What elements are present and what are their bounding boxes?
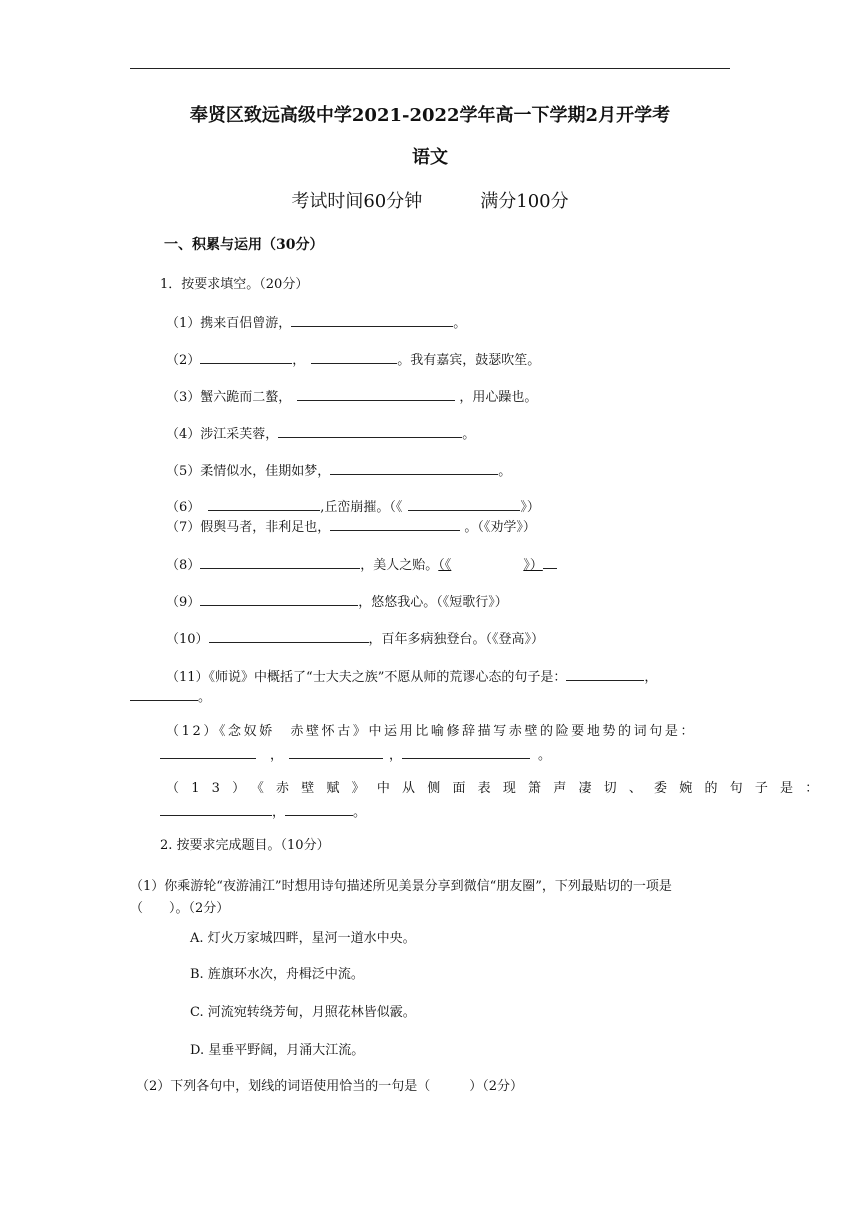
fill-item-1 <box>166 314 466 332</box>
fill-item-12: （12）《念奴娇 赤壁怀古》中运用比喻修辞描写赤壁的险要地势的词句是： <box>166 724 697 739</box>
item-text: （《 <box>438 558 452 573</box>
section-heading: 一、积累与运用（30分） <box>164 237 324 253</box>
fill-item-13-cont <box>130 803 366 821</box>
answer-blank[interactable] <box>160 746 256 759</box>
header-rule <box>130 68 730 69</box>
item-text: ， <box>644 670 658 685</box>
fill-item-7 <box>166 518 536 536</box>
fill-item-2 <box>166 351 540 369</box>
source-underline <box>438 558 543 573</box>
question-2-label: 2. 按要求完成题目。（10分） <box>160 838 330 853</box>
question-1-label: 1．按要求填空。（20分） <box>160 277 309 292</box>
option-a[interactable]: A. 灯火万家城四畔，星河一道水中央。 <box>190 931 416 946</box>
answer-blank[interactable] <box>285 803 353 816</box>
answer-blank[interactable] <box>200 556 360 569</box>
answer-blank[interactable] <box>311 351 397 364</box>
item-text: （1）携来百侣曾游， <box>166 316 292 331</box>
item-text: ， <box>272 805 286 820</box>
item-text: 》） <box>523 558 543 573</box>
fill-item-11 <box>166 668 657 686</box>
question-2-1-stem: （1）你乘游轮“夜游浦江”时想用诗句描述所见美景分享到微信“朋友圈”，下列最贴切的一项是（ ）。（2分） <box>130 879 672 916</box>
item-text: 。 <box>353 805 367 820</box>
fill-item-10 <box>166 630 544 648</box>
item-text: （9） <box>166 595 201 610</box>
item-text: ，百年多病独登台。（《登高》） <box>368 632 545 647</box>
item-text: 。 <box>498 464 512 479</box>
answer-blank[interactable] <box>200 351 292 364</box>
answer-blank[interactable] <box>291 314 453 327</box>
answer-blank[interactable] <box>200 593 358 606</box>
item-text: （8） <box>166 558 201 573</box>
fill-item-4 <box>166 425 475 443</box>
item-text: （2） <box>166 353 201 368</box>
answer-blank[interactable] <box>160 803 272 816</box>
item-text: ， <box>389 748 403 763</box>
option-b[interactable]: B. 旌旗环水次，舟楫泛中流。 <box>190 967 364 982</box>
item-text: 。（《劝学》） <box>460 520 536 535</box>
item-text: ，用心躁也。 <box>455 390 538 405</box>
exam-title: 奉贤区致远高级中学2021-2022学年高一下学期2月开学考 <box>189 105 671 126</box>
exam-time: 考试时间60分钟 <box>291 191 423 212</box>
item-text: （6） <box>166 500 201 515</box>
item-text: 。我有嘉宾，鼓瑟吹笙。 <box>397 353 541 368</box>
answer-blank[interactable] <box>330 518 460 531</box>
item-text: ，悠悠我心。（《短歌行》） <box>358 595 508 610</box>
option-d[interactable]: D. 星垂平野阔，月涌大江流。 <box>190 1043 365 1058</box>
exam-score: 满分100分 <box>480 191 569 212</box>
answer-blank[interactable] <box>408 498 520 511</box>
underline-tail <box>543 556 557 569</box>
item-text: （11）《师说》中概括了“士大夫之族”不愿从师的荒谬心态的句子是： <box>166 670 567 685</box>
exam-info <box>0 191 860 212</box>
answer-blank[interactable] <box>566 668 644 681</box>
fill-item-12-cont <box>130 746 551 764</box>
fill-item-8 <box>166 556 557 574</box>
question-2-2-stem: （2）下列各句中，划线的词语使用恰当的一句是（ ）（2分） <box>136 1079 524 1094</box>
item-text: （7）假舆马者，非利足也， <box>166 520 331 535</box>
item-text: （10） <box>166 632 209 647</box>
item-text: ， <box>270 748 284 763</box>
answer-blank[interactable] <box>402 746 530 759</box>
item-text: 。 <box>198 690 212 705</box>
item-text: 。 <box>538 748 552 763</box>
item-text: ， <box>292 353 306 368</box>
item-text: 》） <box>520 500 540 515</box>
answer-blank[interactable] <box>278 425 462 438</box>
item-text: （5）柔情似水，佳期如梦， <box>166 464 331 479</box>
fill-item-3 <box>166 388 537 406</box>
item-text: 。 <box>462 427 476 442</box>
answer-blank[interactable] <box>209 630 369 643</box>
answer-blank[interactable] <box>297 388 455 401</box>
fill-item-13: （13）《赤壁赋》中从侧面表现箫声凄切、委婉的句子是： <box>166 781 831 796</box>
item-text: ，美人之贻。 <box>360 558 439 573</box>
answer-blank[interactable] <box>289 746 383 759</box>
item-text: ,丘峦崩摧。（《 <box>320 500 403 515</box>
fill-item-11-cont <box>130 688 211 706</box>
fill-item-9 <box>166 593 508 611</box>
fill-item-6 <box>166 498 540 516</box>
item-text: （3）蟹六跪而二螯， <box>166 390 292 405</box>
answer-blank[interactable] <box>330 462 498 475</box>
fill-item-5 <box>166 462 511 480</box>
item-text: （4）涉江采芙蓉， <box>166 427 279 442</box>
option-c[interactable]: C. 河流宛转绕芳甸，月照花林皆似霰。 <box>190 1005 416 1020</box>
answer-blank[interactable] <box>208 498 320 511</box>
item-text: 。 <box>453 316 467 331</box>
answer-blank[interactable] <box>130 688 198 701</box>
subject-title: 语文 <box>412 147 448 168</box>
